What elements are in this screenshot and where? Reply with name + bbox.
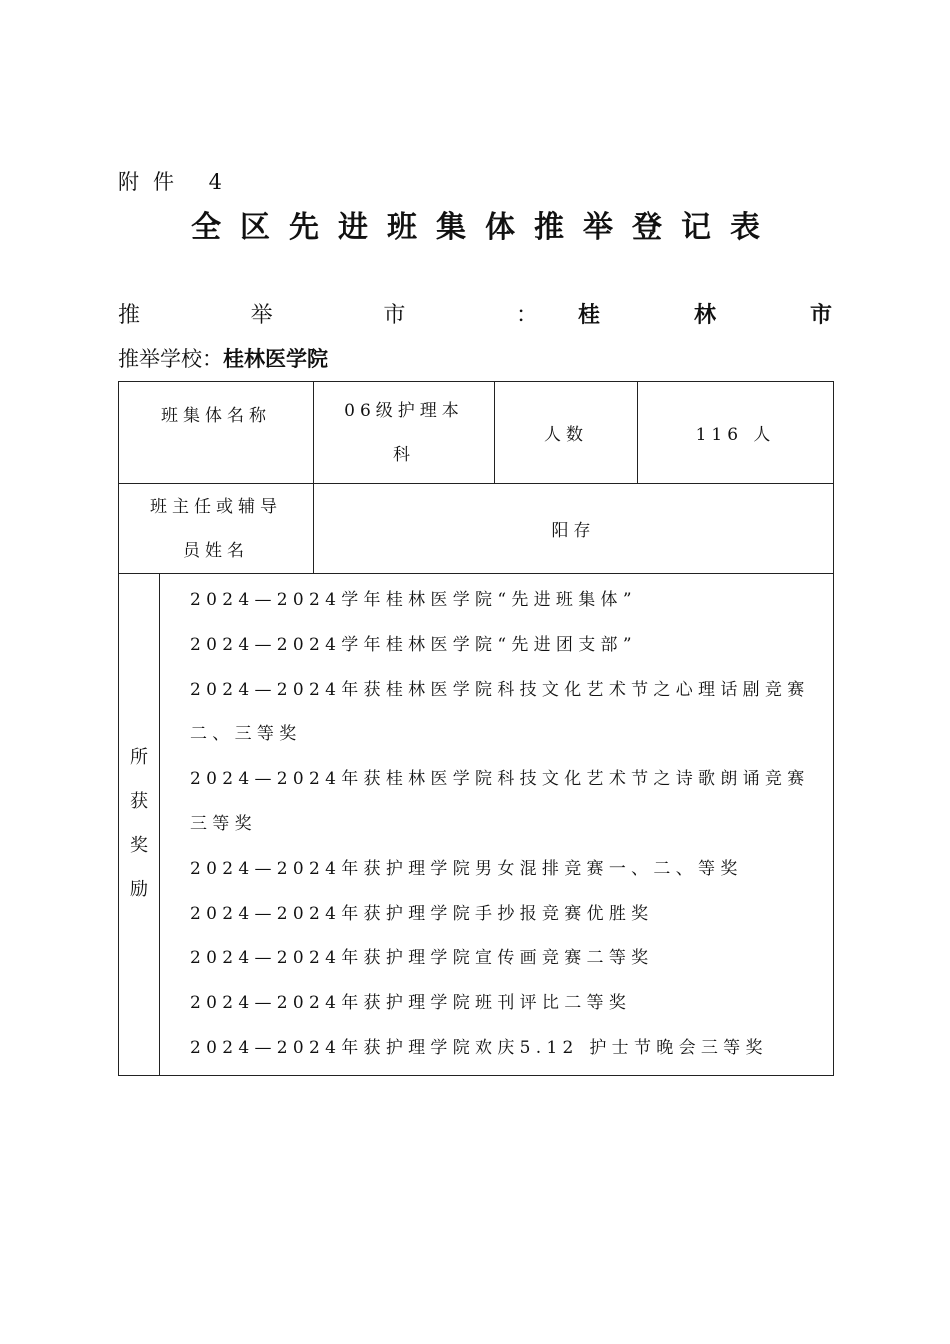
teacher-value: 阳存 bbox=[314, 484, 834, 574]
awards-list bbox=[160, 574, 834, 1076]
recommend-school-row bbox=[118, 343, 328, 373]
city-value-char: 桂 bbox=[578, 303, 601, 328]
award-line: 2024—2024年获护理学院手抄报竞赛优胜奖 bbox=[190, 903, 654, 924]
award-line: 2024—2024年获护理学院男女混排竞赛一、二、等奖 bbox=[190, 858, 743, 879]
teacher-label: 班主任或辅导员姓名 bbox=[119, 484, 314, 574]
attachment-label: 附件 4 bbox=[118, 170, 237, 194]
city-label-char: 推 bbox=[118, 303, 141, 328]
count-value: 116 人 bbox=[638, 382, 834, 484]
registration-form-table bbox=[118, 381, 834, 1076]
award-line: 二、三等奖 bbox=[190, 724, 302, 745]
city-label-char: ： bbox=[515, 303, 538, 328]
award-line: 2024—2024学年桂林医学院“先进团支部” bbox=[190, 634, 637, 655]
city-value-char: 林 bbox=[693, 303, 716, 328]
recommend-school-value: 桂林医学院 bbox=[223, 347, 328, 371]
class-name-label: 班集体名称 bbox=[119, 382, 314, 484]
recommend-city-row bbox=[118, 298, 832, 329]
page-title: 全区先进班集体推举登记表 bbox=[191, 210, 779, 245]
recommend-city-value bbox=[578, 298, 832, 329]
award-line: 2024—2024年获护理学院宣传画竞赛二等奖 bbox=[190, 948, 654, 969]
award-line: 2024—2024年获桂林医学院科技文化艺术节之诗歌朗诵竞赛 bbox=[190, 769, 810, 790]
recommend-city-label bbox=[118, 298, 538, 329]
city-value-char: 市 bbox=[809, 303, 832, 328]
award-line: 三等奖 bbox=[190, 813, 257, 834]
award-line: 2024—2024年获护理学院欢庆5.12 护士节晚会三等奖 bbox=[190, 1037, 768, 1058]
award-line: 2024—2024年获桂林医学院科技文化艺术节之心理话剧竞赛 bbox=[190, 679, 810, 700]
awards-label: 所获奖励 bbox=[119, 574, 160, 1076]
award-line: 2024—2024年获护理学院班刊评比二等奖 bbox=[190, 993, 632, 1014]
award-line: 2024—2024学年桂林医学院“先进班集体” bbox=[190, 590, 637, 610]
city-label-char: 举 bbox=[250, 303, 273, 328]
class-name-value: 06级护理本科 bbox=[314, 382, 495, 484]
count-label: 人数 bbox=[495, 382, 638, 484]
city-label-char: 市 bbox=[383, 303, 406, 328]
recommend-school-label: 推举学校： bbox=[118, 347, 223, 371]
